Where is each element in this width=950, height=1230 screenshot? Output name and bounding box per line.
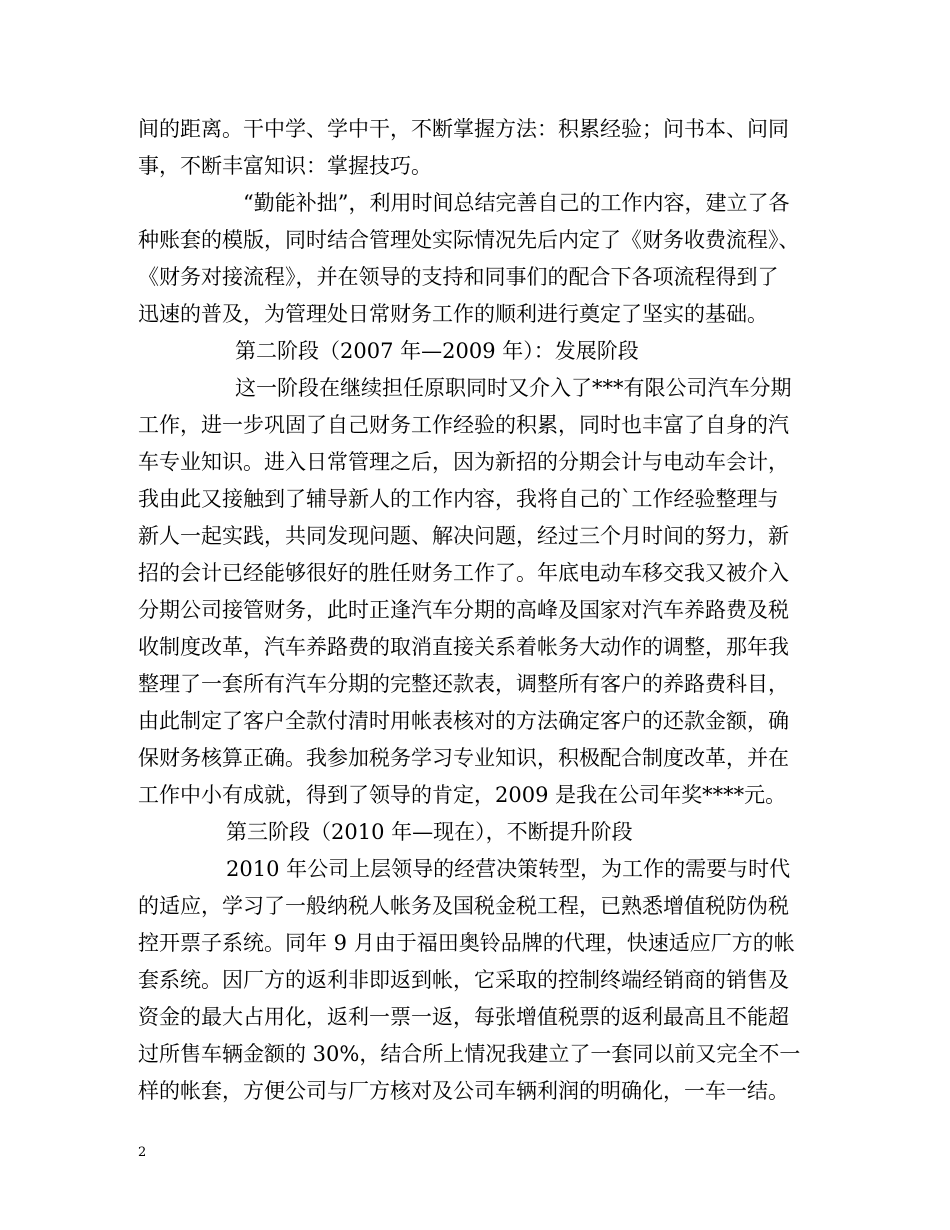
text-line: 分期公司接管财务，此时正逢汽车分期的高峰及国家对汽车养路费及税 xyxy=(138,598,789,622)
text-line: 招的会计已经能够很好的胜任财务工作了。年底电动车移交我又被介入 xyxy=(138,561,789,585)
section-heading: 第三阶段（2010 年—现在），不断提升阶段 xyxy=(226,820,633,844)
text-line: 间的距离。干中学、学中干，不断掌握方法：积累经验；问书本、问同 xyxy=(138,117,789,141)
text-line: 过所售车辆金额的 30%，结合所上情况我建立了一套同以前又完全不一 xyxy=(138,1042,801,1066)
text-line: 事，不断丰富知识：掌握技巧。 xyxy=(138,154,432,178)
text-line: 新人一起实践，共同发现问题、解决问题，经过三个月时间的努力，新 xyxy=(138,524,789,548)
text-line: 我由此又接触到了辅导新人的工作内容，我将自己的`工作经验整理与 xyxy=(138,487,779,511)
text-line: 资金的最大占用化，返利一票一返，每张增值税票的返利最高且不能超 xyxy=(138,1005,789,1029)
text-line: 工作，进一步巩固了自己财务工作经验的积累，同时也丰富了自身的汽 xyxy=(138,413,789,437)
text-line: “勤能补拙”，利用时间总结完善自己的工作内容，建立了各 xyxy=(243,191,790,215)
text-line: 由此制定了客户全款付清时用帐表核对的方法确定客户的还款金额，确 xyxy=(138,709,789,733)
text-line: 这一阶段在继续担任原职同时又介入了***有限公司汽车分期 xyxy=(235,376,792,400)
text-line: 车专业知识。进入日常管理之后，因为新招的分期会计与电动车会计， xyxy=(138,450,789,474)
text-line: 保财务核算正确。我参加税务学习专业知识，积极配合制度改革，并在 xyxy=(138,746,789,770)
text-line: 《财务对接流程》，并在领导的支持和同事们的配合下各项流程得到了 xyxy=(138,265,779,289)
text-line: 收制度改革，汽车养路费的取消直接关系着帐务大动作的调整，那年我 xyxy=(138,635,789,659)
section-heading: 第二阶段（2007 年—2009 年）：发展阶段 xyxy=(235,339,639,363)
text-line: 2010 年公司上层领导的经营决策转型，为工作的需要与时代 xyxy=(226,857,791,881)
text-line: 样的帐套，方便公司与厂方核对及公司车辆利润的明确化，一车一结。 xyxy=(138,1079,789,1103)
text-line: 控开票子系统。同年 9 月由于福田奥铃品牌的代理，快速适应厂方的帐 xyxy=(138,931,795,955)
text-line: 整理了一套所有汽车分期的完整还款表，调整所有客户的养路费科目， xyxy=(138,672,789,696)
text-line: 的适应，学习了一般纳税人帐务及国税金税工程，已熟悉增值税防伪税 xyxy=(138,894,789,918)
text-line: 套系统。因厂方的返利非即返到帐，它采取的控制终端经销商的销售及 xyxy=(138,968,789,992)
text-line: 种账套的模版，同时结合管理处实际情况先后内定了《财务收费流程》、 xyxy=(138,228,800,252)
page-number: 2 xyxy=(138,1145,147,1160)
text-line: 工作中小有成就，得到了领导的肯定，2009 是我在公司年奖****元。 xyxy=(138,783,787,807)
text-line: 迅速的普及，为管理处日常财务工作的顺利进行奠定了坚实的基础。 xyxy=(138,302,768,326)
